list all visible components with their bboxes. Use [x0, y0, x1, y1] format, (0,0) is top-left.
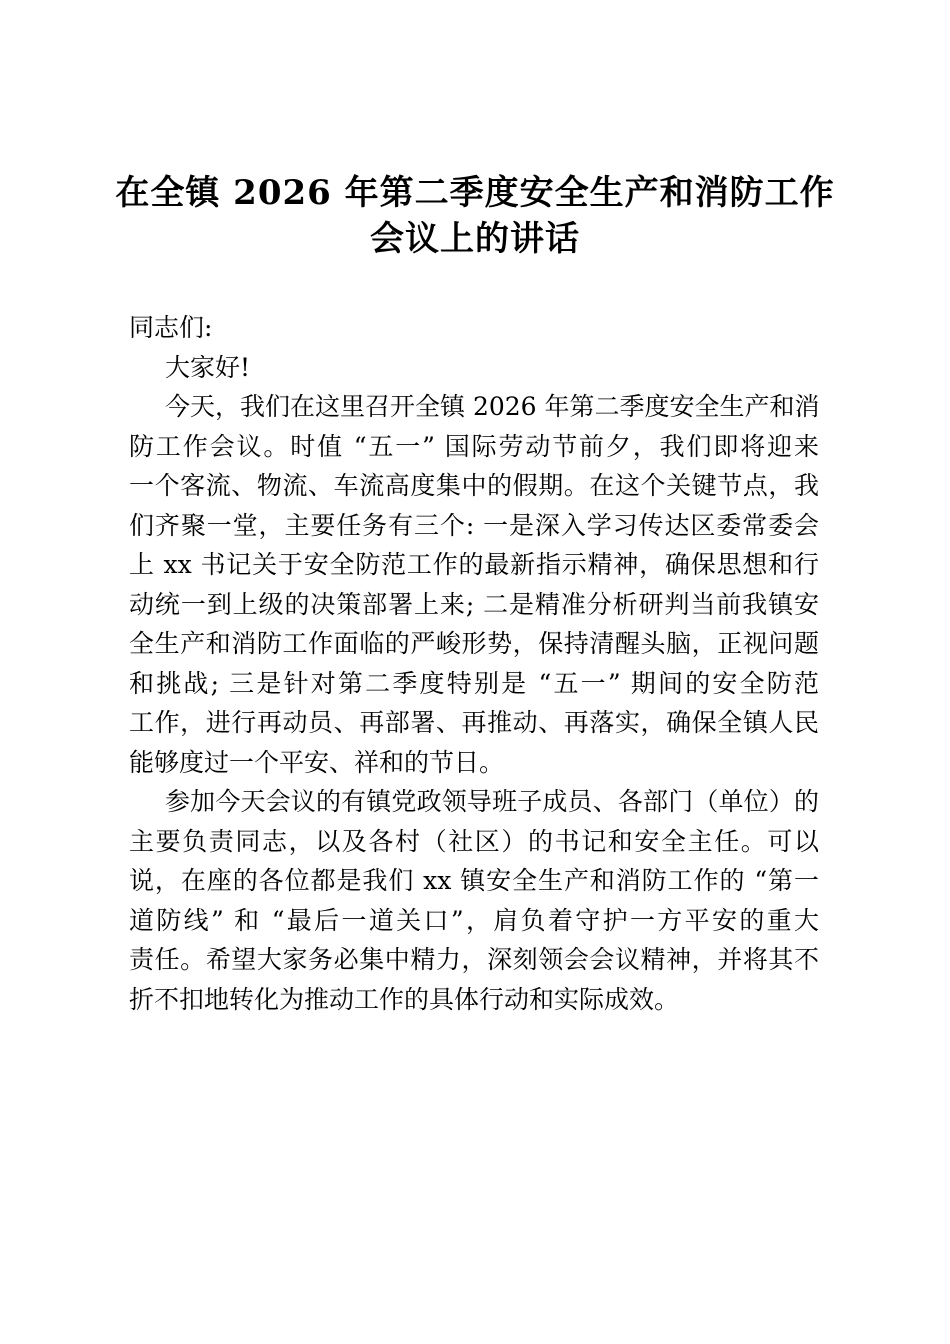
paragraph-1-line: 工作，进行再动员、再部署、再推动、再落实，确保全镇人民 — [129, 708, 819, 737]
paragraph-1-line: 上 xx 书记关于安全防范工作的最新指示精神，确保思想和行 — [129, 550, 819, 579]
paragraph-1-line: 一个客流、物流、车流高度集中的假期。在这个关键节点，我 — [129, 471, 819, 500]
paragraph-2 — [129, 782, 819, 1019]
salutation: 同志们: — [129, 313, 213, 342]
paragraph-1-line: 今天，我们在这里召开全镇 2026 年第二季度安全生产和消 — [165, 392, 820, 421]
paragraph-1 — [129, 387, 819, 782]
paragraph-1-line: 们齐聚一堂，主要任务有三个: 一是深入学习传达区委常委会 — [129, 510, 819, 540]
paragraph-1-line: 防工作会议。时值 “五一” 国际劳动节前夕，我们即将迎来 — [129, 431, 819, 461]
paragraph-2-line: 参加今天会议的有镇党政领导班子成员、各部门（单位）的 — [165, 787, 819, 816]
paragraph-2-line: 主要负责同志，以及各村（社区）的书记和安全主任。可以 — [129, 826, 819, 856]
paragraph-2-line: 说，在座的各位都是我们 xx 镇安全生产和消防工作的 “第一 — [129, 866, 819, 895]
paragraph-1-line: 动统一到上级的决策部署上来; 二是精准分析研判当前我镇安 — [129, 589, 819, 619]
paragraph-2-line: 责任。希望大家务必集中精力，深刻领会会议精神，并将其不 — [129, 945, 819, 974]
paragraph-1-line: 能够度过一个平安、祥和的节日。 — [129, 747, 505, 777]
greeting: 大家好! — [165, 352, 251, 382]
document-title — [0, 170, 950, 262]
paragraph-2-line: 折不扣地转化为推动工作的具体行动和实际成效。 — [129, 984, 680, 1014]
paragraph-1-line: 和挑战; 三是针对第二季度特别是 “五一” 期间的安全防范 — [129, 668, 819, 698]
title-line-1: 在全镇 2026 年第二季度安全生产和消防工作 — [115, 173, 835, 213]
paragraph-1-line: 全生产和消防工作面临的严峻形势，保持清醒头脑，正视问题 — [129, 629, 819, 658]
paragraph-2-line: 道防线” 和 “最后一道关口”，肩负着守护一方平安的重大 — [129, 905, 819, 935]
title-line-2: 会议上的讲话 — [370, 219, 580, 259]
document-body — [129, 308, 819, 1019]
